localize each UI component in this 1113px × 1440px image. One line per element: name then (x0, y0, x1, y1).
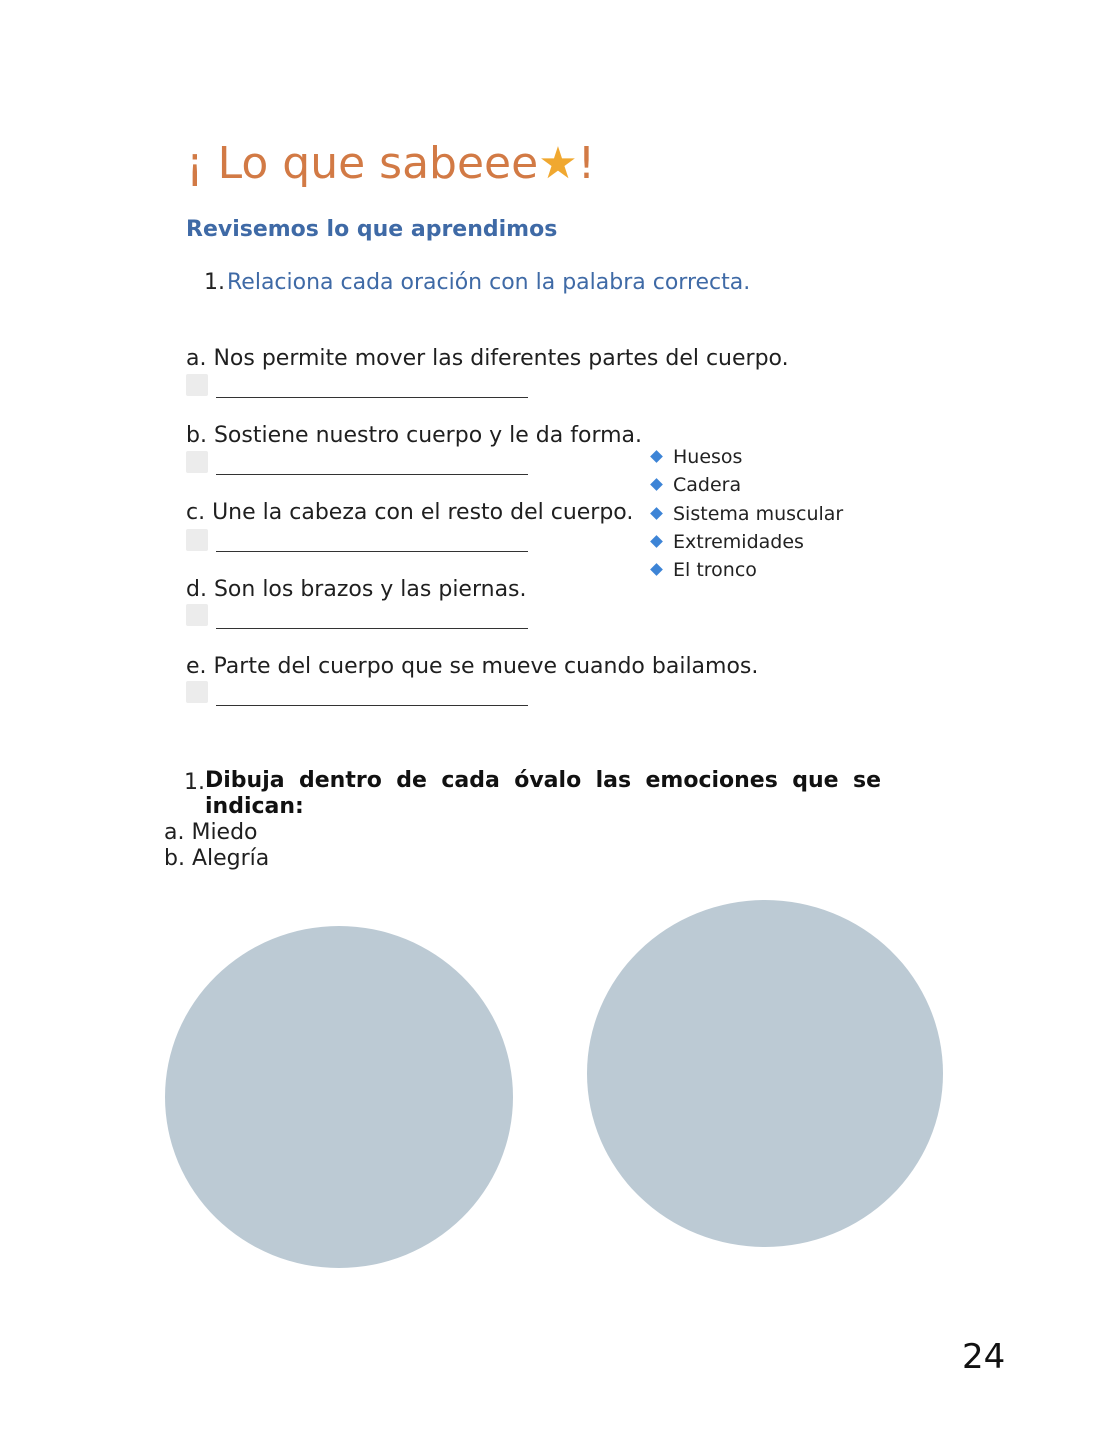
question-a: a. Nos permite mover las diferentes partes del cuerpo. (186, 346, 789, 371)
title-prefix: ¡ (186, 138, 204, 189)
word-bank (650, 443, 843, 584)
answer-checkbox-d[interactable] (186, 604, 208, 626)
star-icon: ★ (538, 138, 578, 189)
diamond-bullet-icon (650, 450, 663, 463)
page-number: 24 (962, 1337, 1006, 1377)
emotion-item-alegria: b. Alegría (164, 846, 270, 871)
answer-line-c[interactable] (216, 551, 528, 552)
diamond-bullet-icon (650, 563, 663, 576)
answer-line-e[interactable] (216, 705, 528, 706)
answer-line-b[interactable] (216, 474, 528, 475)
answer-checkbox-c[interactable] (186, 529, 208, 551)
answer-checkbox-e[interactable] (186, 681, 208, 703)
word-option: Sistema muscular (650, 500, 843, 528)
answer-checkbox-a[interactable] (186, 374, 208, 396)
answer-line-d[interactable] (216, 628, 528, 629)
exercise2-instruction-line1: Dibuja dentro de cada óvalo las emociones que se (205, 768, 881, 793)
emotion-item-miedo: a. Miedo (164, 820, 258, 845)
word-option: Cadera (650, 471, 843, 499)
section-subtitle: Revisemos lo que aprendimos (186, 217, 558, 242)
exercise2-number: 1. (184, 770, 205, 795)
title-suffix: ! (577, 138, 596, 189)
word-option: Huesos (650, 443, 843, 471)
diamond-bullet-icon (650, 478, 663, 491)
word-option: El tronco (650, 556, 843, 584)
question-b: b. Sostiene nuestro cuerpo y le da forma. (186, 423, 643, 448)
exercise2-instruction (205, 768, 881, 820)
answer-checkbox-b[interactable] (186, 451, 208, 473)
question-d: d. Son los brazos y las piernas. (186, 577, 527, 602)
question-c: c. Une la cabeza con el resto del cuerpo. (186, 500, 634, 525)
question-e: e. Parte del cuerpo que se mueve cuando bailamos. (186, 654, 759, 679)
drawing-oval-right[interactable] (587, 900, 943, 1247)
title-text: Lo que sabeee (203, 138, 539, 189)
answer-line-a[interactable] (216, 397, 528, 398)
word-option: Extremidades (650, 528, 843, 556)
drawing-oval-left[interactable] (165, 926, 513, 1268)
diamond-bullet-icon (650, 535, 663, 548)
exercise2-instruction-line2: indican: (205, 794, 304, 819)
exercise1-number: 1. (204, 270, 225, 295)
page-title (186, 136, 595, 192)
diamond-bullet-icon (650, 507, 663, 520)
exercise1-instruction: Relaciona cada oración con la palabra correcta. (227, 270, 751, 295)
